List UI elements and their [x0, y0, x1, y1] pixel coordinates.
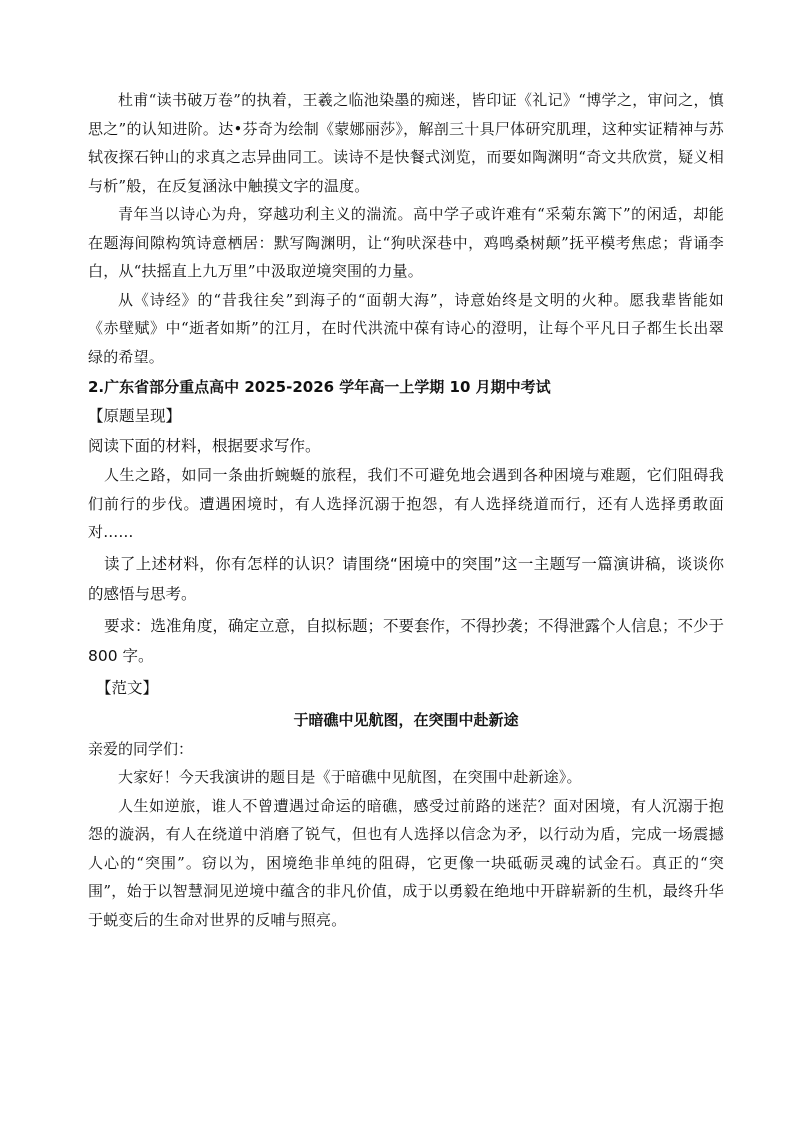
- prompt-text: 读了上述材料，你有怎样的认识？请围绕“困境中的突围”这一主题写一篇演讲稿，谈谈你的感悟与思考。: [88, 554, 724, 603]
- document-page: [88, 86, 724, 934]
- paragraph-civilization-fire: 从《诗经》的“昔我往矣”到海子的“面朝大海”，诗意始终是文明的火种。愿我辈皆能如《赤壁赋》中“逝者如斯”的江月，在时代洪流中葆有诗心的澄明，让每个平凡日子都生长出翠绿的希望。: [88, 290, 724, 366]
- model-essay-label: 【范文】: [96, 678, 159, 697]
- essay-greeting: 亲爱的同学们：: [88, 739, 194, 758]
- paragraph-reading-spirit: 杜甫“读书破万卷”的执着，王羲之临池染墨的痴迷，皆印证《礼记》“博学之，审问之，慎思之”的认知进阶。达•芬奇为绘制《蒙娜丽莎》，解剖三十具尸体研究肌理，这种实证精神与苏轼夜探石钟山的求真之志异曲同工。读诗不是快餐式浏览，而要如陶渊明“奇文共欣赏，疑义相与析”般，在反复涵泳中触摸文字的温度。: [88, 91, 724, 195]
- instruction-text: 阅读下面的材料，根据要求写作。: [88, 437, 321, 455]
- essay-title: 于暗礁中见航图，在突围中赴新途: [293, 710, 519, 729]
- essay-paragraph-intro: 大家好！今天我演讲的题目是《于暗礁中见航图，在突围中赴新途》。: [118, 768, 582, 786]
- essay-paragraph-body: 人生如逆旅，谁人不曾遭遇过命运的暗礁，感受过前路的迷茫？面对困境，有人沉溺于抱怨的漩涡，有人在绕道中消磨了锐气，但也有人选择以信念为矛，以行动为盾，完成一场震撼人心的“突围”。窃以为，困境绝非单纯的阻碍，它更像一块砥砺灵魂的试金石。真正的“突围”，始于以智慧洞见逆境中蕴含的非凡价值，成于以勇毅在绝地中开辟崭新的生机，最终升华于蜕变后的生命对世界的反哺与照亮。: [88, 796, 724, 929]
- paragraph-youth-poetry: 青年当以诗心为舟，穿越功利主义的湍流。高中学子或许难有“采菊东篱下”的闲适，却能在题海间隙构筑诗意栖居：默写陶渊明，让“狗吠深巷中，鸡鸣桑树颠”抚平模考焦虑；背诵李白，从“扶摇直上九万里”中汲取逆境突围的力量。: [88, 205, 724, 280]
- requirement-text: 要求：选准角度，确定立意，自拟标题；不要套作，不得抄袭；不得泄露个人信息；不少于 800 字。: [88, 616, 725, 665]
- original-question-label: 【原题呈现】: [88, 407, 182, 425]
- section-heading: 2.广东省部分重点高中 2025-2026 学年高一上学期 10 月期中考试: [88, 378, 551, 396]
- material-text: 人生之路，如同一条曲折蜿蜒的旅程，我们不可避免地会遇到各种困境与难题，它们阻碍我们前行的步伐。遭遇困境时，有人选择沉溺于抱怨，有人选择绕道而行，还有人选择勇敢面对……: [88, 466, 724, 541]
